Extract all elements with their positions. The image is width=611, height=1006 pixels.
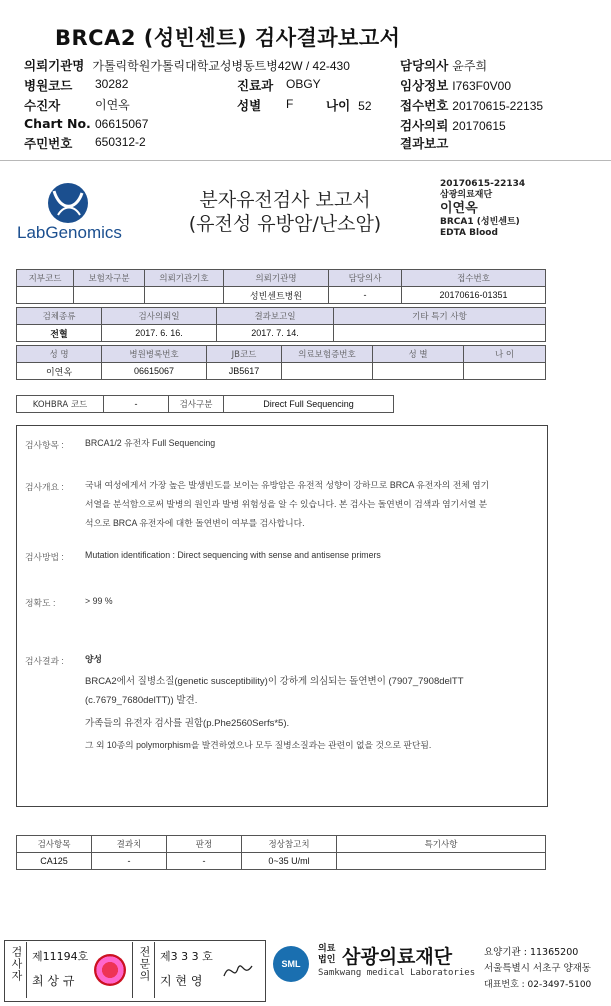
kohbra-label: KOHBRA 코드 [17,396,104,413]
org-prefix-line: 법인 [318,955,336,965]
institution-value: 가톨릭학원가톨릭대학교성병동트병42W / 42-430 [92,59,350,73]
table-cell: CA125 [17,853,92,870]
table-header: 검체종류 [17,308,102,325]
hospital-code-label: 병원코드 [24,78,73,93]
age-value: 52 [358,99,372,113]
result-status: 양성 [85,654,102,664]
table-header: 성 명 [17,346,102,363]
table-header: 판정 [167,836,242,853]
tag-line: 이연옥 [440,201,478,216]
info-table-3 [16,345,546,380]
item-text: BRCA1/2 유전자 Full Sequencing [85,438,216,448]
marker-table [16,835,546,870]
table-cell: - [329,287,402,304]
sex-value: F [286,97,294,111]
table-header: 지부코드 [17,270,74,287]
clinical-info-value: I763F0V00 [452,79,512,93]
table-cell: 06615067 [102,363,207,380]
family-recommendation: 가족들의 유전자 검사를 권함(p.Phe2560Serfs*5). [85,718,290,729]
doctor-label: 담당의사 [400,58,449,73]
labgenomics-wordmark: LabGenomics [17,223,122,242]
signature-icon [220,958,256,982]
table-cell [334,325,546,342]
specimen-tag [440,179,525,239]
table-cell [17,287,74,304]
examiner-license: 제11194호 [32,950,89,963]
test-type-label: 검사구분 [169,396,224,413]
request-date-label: 검사의뢰 [400,118,449,133]
institution-label: 의뢰기관명 [24,58,85,73]
table-cell: 20170616-01351 [402,287,546,304]
document-title: BRCA2 (성빈센트) 검사결과보고서 [55,26,401,50]
table-cell: - [167,853,242,870]
tag-line: BRCA1 (성빈센트) [440,217,520,227]
age-label: 나이 [326,98,351,113]
table-header: 보험자구분 [74,270,145,287]
table-header: 기타 특기 사항 [334,308,546,325]
kohbra-value: - [104,396,169,413]
department-value: OBGY [286,77,321,91]
examiner-label: 검사자 [10,946,23,982]
clinical-info-label: 임상정보 [400,78,449,93]
specialist-label: 전문의 [138,946,151,982]
org-prefix-line: 의료 [318,944,336,954]
table-cell [145,287,224,304]
item-label: 검사항목 : [25,440,64,450]
receipt-number-value: 20170615-22135 [452,99,544,113]
examiner-name: 최 상 규 [32,974,75,988]
report-title: 분자유전검사 보고서 [199,189,371,211]
table-cell: 전혈 [17,325,102,342]
table-cell: 2017. 7. 14. [217,325,334,342]
table-header: 담당의사 [329,270,402,287]
table-cell [282,363,373,380]
table-header: 병원병록번호 [102,346,207,363]
table-cell [373,363,464,380]
result-label: 검사결과 : [25,656,64,666]
table-header: 검사항목 [17,836,92,853]
org-prefix [318,944,335,966]
accuracy-text: > 99 % [85,596,113,606]
org-phone: 대표번호 : 02-3497-5100 [484,980,592,990]
table-cell: - [92,853,167,870]
resident-number-value: 650312-2 [95,135,146,149]
table-header: 정상참고치 [242,836,337,853]
polymorphism-note: 그 외 10종의 polymorphism을 발견하였으나 모두 질병소질과는 관련이 없을 것으로 판단됨. [85,740,432,750]
table-header: 성 별 [373,346,464,363]
table-cell: 이연옥 [17,363,102,380]
summary-label: 검사개요 : [25,482,64,492]
table-header: 검사의뢰일 [102,308,217,325]
org-address: 서울특별시 서초구 양재동 [484,963,591,974]
resident-number-label: 주민번호 [24,136,73,151]
method-label: 검사방법 : [25,552,64,562]
table-header: 결과치 [92,836,167,853]
institution-code: 요양기관 : 11365200 [484,947,579,958]
result-line: BRCA2에서 질병소질(genetic susceptibility)이 강하게 의심되는 돌연변이 (7907_7908delTT [85,676,464,687]
summary-text [85,476,545,533]
result-box [16,425,548,807]
test-type-value: Direct Full Sequencing [224,396,394,413]
table-header: JB코드 [207,346,282,363]
official-seal-icon [94,954,126,986]
result-line: (c.7679_7680delTT)) 발견. [85,695,198,706]
accuracy-label: 정확도 : [25,598,56,608]
org-english-name: Samkwang medical Laboratories [318,968,476,978]
report-footer [0,940,611,1006]
table-cell [337,853,546,870]
receipt-number-label: 접수번호 [400,98,449,113]
specialist-name: 지 현 영 [160,974,203,988]
hospital-code-value: 30282 [95,77,129,91]
request-date-value: 20170615 [452,119,506,133]
table-cell: JB5617 [207,363,282,380]
kohbra-table [16,395,394,413]
department-label: 진료과 [237,78,274,93]
doctor-value: 윤주희 [452,59,488,73]
table-cell: 0~35 U/ml [242,853,337,870]
table-header: 접수번호 [402,270,546,287]
report-scan [0,163,611,933]
summary-line: 서열을 분석함으로써 발병의 원인과 발병 위험성을 알 수 있습니다. 본 검사는 돌연변이 검색과 염기서열 분 [85,499,488,509]
sml-logo-icon: SML [273,946,309,982]
table-header: 특기사항 [337,836,546,853]
report-subtitle: (유전성 유방암/난소암) [188,213,382,235]
header-divider [0,160,611,161]
specialist-license: 제3 3 3 호 [160,950,213,963]
table-header: 나 이 [464,346,546,363]
table-cell [74,287,145,304]
table-header: 의료보험증번호 [282,346,373,363]
info-table-2 [16,307,546,342]
report-date-label: 결과보고 [400,136,449,151]
info-table-1 [16,269,546,304]
sex-label: 성별 [237,98,262,113]
chart-no-value: 06615067 [95,117,149,131]
summary-line: 석으로 BRCA 유전자에 대한 돌연변이 여부를 검사합니다. [85,518,305,528]
tag-line: EDTA Blood [440,228,498,238]
table-cell: 2017. 6. 16. [102,325,217,342]
org-name: 삼광의료재단 [342,946,453,968]
chart-no-label: Chart No. [24,116,91,131]
summary-line: 국내 여성에게서 가장 높은 발생빈도를 보이는 유방암은 유전적 성향이 강하므로 BRCA 유전자의 전체 염기 [85,480,490,490]
table-header: 결과보고일 [217,308,334,325]
table-cell: 성빈센트병원 [224,287,329,304]
tag-line: 삼광의료재단 [440,190,493,200]
labgenomics-logo-icon [40,181,96,225]
table-cell [464,363,546,380]
method-text: Mutation identification : Direct sequencing with sense and antisense primers [85,550,381,560]
patient-label: 수진자 [24,98,61,113]
table-header: 의뢰기관명 [224,270,329,287]
tag-line: 20170615-22134 [440,179,526,189]
table-header: 의뢰기관기호 [145,270,224,287]
header-row-1 [24,56,350,74]
result-finding [85,672,545,710]
patient-value: 이연옥 [95,98,130,112]
